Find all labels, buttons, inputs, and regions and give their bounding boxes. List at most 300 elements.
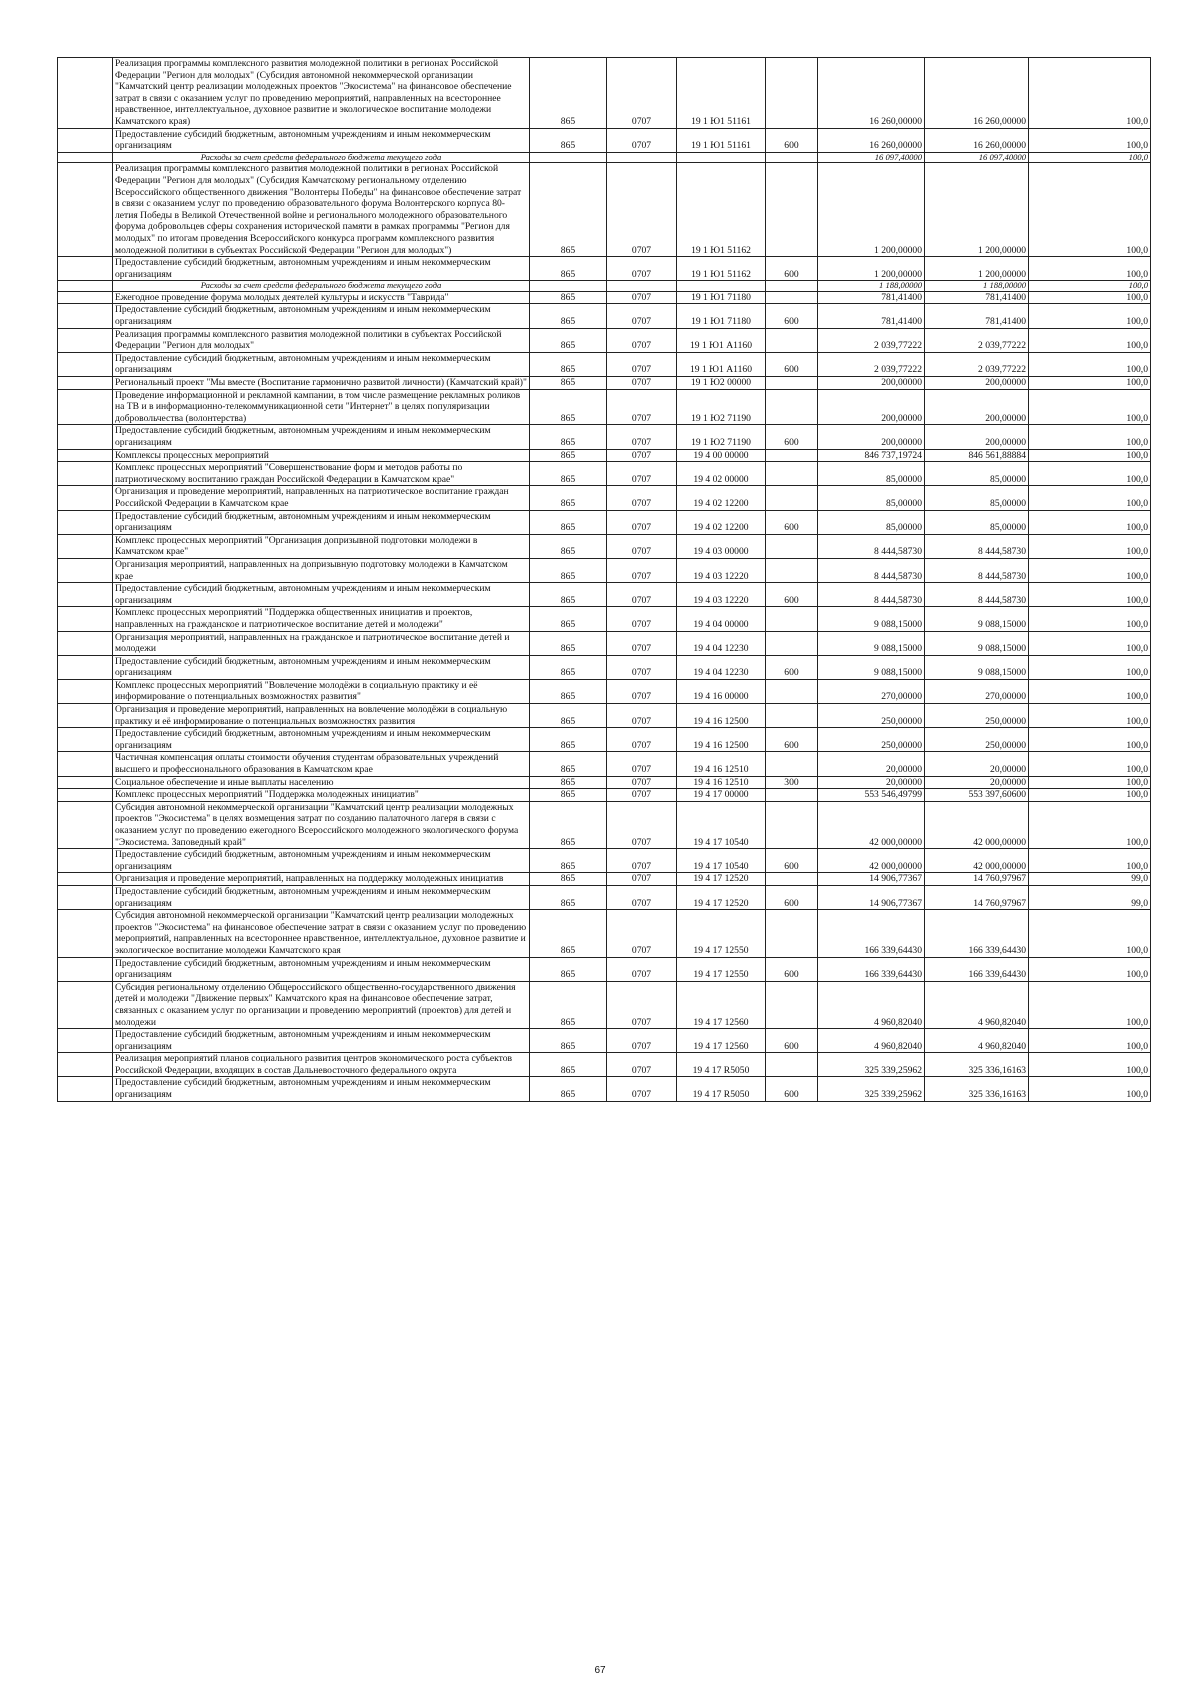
expense-name-cell: Предоставление субсидий бюджетным, автономным учреждениям и иным некоммерческим организациям [113,885,530,909]
expense-name-cell: Ежегодное проведение форума молодых деятелей культуры и искусств "Таврида" [113,291,530,304]
expense-type-cell: 600 [766,655,818,679]
ministry-code-cell: 865 [530,1053,607,1077]
expense-name-cell: Комплексы процессных мероприятий [113,449,530,462]
row-number-cell [58,377,113,390]
actual-amount-cell: 20,00000 [925,776,1029,789]
table-row [58,377,1151,390]
section-code-cell: 0707 [607,486,677,510]
planned-amount-cell: 2 039,77222 [818,328,925,352]
page-number: 67 [594,1665,606,1676]
section-code-cell: 0707 [607,885,677,909]
target-article-cell: 19 1 Ю1 51162 [677,257,766,281]
row-number-cell [58,449,113,462]
actual-amount-cell: 85,00000 [925,462,1029,486]
planned-amount-cell: 250,00000 [818,728,925,752]
section-code-cell: 0707 [607,377,677,390]
row-number-cell [58,304,113,328]
actual-amount-cell: 1 188,00000 [925,281,1029,292]
target-article-cell: 19 4 04 12230 [677,655,766,679]
execution-percent-cell: 100,0 [1029,58,1151,129]
expense-type-cell [766,389,818,425]
section-code-cell: 0707 [607,728,677,752]
target-article-cell: 19 4 17 12520 [677,885,766,909]
actual-amount-cell: 20,00000 [925,752,1029,776]
table-row [58,776,1151,789]
table-row [58,462,1151,486]
ministry-code-cell: 865 [530,957,607,981]
row-number-cell [58,425,113,449]
actual-amount-cell: 200,00000 [925,425,1029,449]
planned-amount-cell: 42 000,00000 [818,849,925,873]
actual-amount-cell: 4 960,82040 [925,981,1029,1028]
expense-type-cell: 600 [766,1077,818,1101]
row-number-cell [58,163,113,257]
expense-type-cell [766,873,818,886]
row-number-cell [58,1053,113,1077]
section-code-cell: 0707 [607,389,677,425]
execution-percent-cell: 100,0 [1029,291,1151,304]
execution-percent-cell: 100,0 [1029,425,1151,449]
expense-type-cell [766,558,818,582]
target-article-cell: 19 1 Ю1 A1160 [677,352,766,376]
planned-amount-cell: 8 444,58730 [818,534,925,558]
table-row [58,534,1151,558]
execution-percent-cell: 100,0 [1029,304,1151,328]
expense-name-cell: Предоставление субсидий бюджетным, автономным учреждениям и иным некоммерческим организациям [113,728,530,752]
expense-type-cell: 600 [766,510,818,534]
section-code-cell: 0707 [607,1029,677,1053]
section-code-cell: 0707 [607,704,677,728]
actual-amount-cell: 270,00000 [925,679,1029,703]
row-number-cell [58,583,113,607]
actual-amount-cell: 2 039,77222 [925,328,1029,352]
row-number-cell [58,558,113,582]
table-row [58,1053,1151,1077]
expense-type-cell [766,291,818,304]
section-code-cell: 0707 [607,631,677,655]
execution-percent-cell: 100,0 [1029,486,1151,510]
execution-percent-cell: 100,0 [1029,910,1151,957]
expense-name-cell: Комплекс процессных мероприятий "Совершенствование форм и методов работы по патриотическому воспитанию граждан Российской Федерации в Камчатском крае" [113,462,530,486]
table-row [58,1029,1151,1053]
execution-percent-cell: 100,0 [1029,607,1151,631]
actual-amount-cell: 325 336,16163 [925,1053,1029,1077]
expense-name-cell: Организация мероприятий, направленных на гражданское и патриотическое воспитание детей и молодежи [113,631,530,655]
actual-amount-cell: 16 260,00000 [925,128,1029,152]
actual-amount-cell: 1 200,00000 [925,257,1029,281]
ministry-code-cell: 865 [530,607,607,631]
table-row [58,558,1151,582]
section-code-cell [607,281,677,292]
target-article-cell: 19 4 17 12550 [677,910,766,957]
actual-amount-cell: 14 760,97967 [925,885,1029,909]
row-number-cell [58,462,113,486]
expense-type-cell [766,328,818,352]
table-row [58,425,1151,449]
ministry-code-cell: 865 [530,257,607,281]
planned-amount-cell: 781,41400 [818,304,925,328]
expense-name-cell: Предоставление субсидий бюджетным, автономным учреждениям и иным некоммерческим организациям [113,425,530,449]
target-article-cell: 19 4 17 10540 [677,849,766,873]
row-number-cell [58,704,113,728]
section-code-cell: 0707 [607,425,677,449]
target-article-cell: 19 4 17 00000 [677,789,766,802]
ministry-code-cell: 865 [530,752,607,776]
execution-percent-cell: 100,0 [1029,389,1151,425]
ministry-code-cell: 865 [530,704,607,728]
expense-name-cell: Комплекс процессных мероприятий "Вовлечение молодёжи в социальную практику и её информирование о потенциальных возможностях развития" [113,679,530,703]
planned-amount-cell: 2 039,77222 [818,352,925,376]
planned-amount-cell: 553 546,49799 [818,789,925,802]
section-code-cell: 0707 [607,291,677,304]
execution-percent-cell: 100,0 [1029,462,1151,486]
row-number-cell [58,257,113,281]
planned-amount-cell: 42 000,00000 [818,801,925,848]
execution-percent-cell: 100,0 [1029,534,1151,558]
actual-amount-cell: 250,00000 [925,728,1029,752]
expense-name-cell: Организация и проведение мероприятий, направленных на патриотическое воспитание граждан Российской Федерации в Камчатском крае [113,486,530,510]
planned-amount-cell: 16 260,00000 [818,128,925,152]
row-number-cell [58,534,113,558]
planned-amount-cell: 14 906,77367 [818,885,925,909]
execution-percent-cell: 100,0 [1029,655,1151,679]
table-row [58,910,1151,957]
actual-amount-cell: 85,00000 [925,510,1029,534]
table-row [58,352,1151,376]
expense-type-cell [766,163,818,257]
planned-amount-cell: 325 339,25962 [818,1077,925,1101]
expense-name-cell: Расходы за счет средств федерального бюджета текущего года [113,281,530,292]
expense-type-cell: 600 [766,728,818,752]
section-code-cell: 0707 [607,849,677,873]
planned-amount-cell: 85,00000 [818,486,925,510]
expense-type-cell [766,58,818,129]
ministry-code-cell: 865 [530,486,607,510]
execution-percent-cell: 100,0 [1029,328,1151,352]
actual-amount-cell: 200,00000 [925,377,1029,390]
expense-name-cell: Частичная компенсация оплаты стоимости обучения студентам образовательных учреждений высшего и профессионального образования в Камчатском крае [113,752,530,776]
expense-type-cell [766,679,818,703]
row-number-cell [58,1029,113,1053]
execution-percent-cell: 100,0 [1029,849,1151,873]
target-article-cell: 19 4 17 R5050 [677,1077,766,1101]
target-article-cell: 19 4 02 12200 [677,510,766,534]
table-row [58,1077,1151,1101]
target-article-cell: 19 1 Ю1 71180 [677,304,766,328]
ministry-code-cell: 865 [530,462,607,486]
actual-amount-cell: 9 088,15000 [925,607,1029,631]
target-article-cell: 19 1 Ю1 51161 [677,128,766,152]
row-number-cell [58,910,113,957]
actual-amount-cell: 781,41400 [925,291,1029,304]
expense-type-cell [766,704,818,728]
expense-name-cell: Реализация мероприятий планов социального развития центров экономического роста субъектов Российской Федерации, входящих в состав Дальневосточного федерального округа [113,1053,530,1077]
expense-type-cell [766,752,818,776]
table-row [58,257,1151,281]
expense-name-cell: Предоставление субсидий бюджетным, автономным учреждениям и иным некоммерческим организациям [113,304,530,328]
target-article-cell: 19 1 Ю2 00000 [677,377,766,390]
row-number-cell [58,510,113,534]
execution-percent-cell: 100,0 [1029,163,1151,257]
table-row [58,510,1151,534]
execution-percent-cell: 100,0 [1029,704,1151,728]
row-number-cell [58,957,113,981]
federal-budget-subrow [58,281,1151,292]
section-code-cell: 0707 [607,776,677,789]
target-article-cell: 19 4 04 00000 [677,607,766,631]
execution-percent-cell: 100,0 [1029,776,1151,789]
expense-type-cell [766,1053,818,1077]
table-row [58,58,1151,129]
ministry-code-cell: 865 [530,389,607,425]
target-article-cell: 19 4 16 12510 [677,776,766,789]
table-row [58,163,1151,257]
expense-type-cell: 600 [766,849,818,873]
execution-percent-cell: 100,0 [1029,1029,1151,1053]
table-row [58,885,1151,909]
ministry-code-cell: 865 [530,291,607,304]
target-article-cell: 19 4 17 12520 [677,873,766,886]
expense-type-cell [766,631,818,655]
execution-percent-cell: 100,0 [1029,981,1151,1028]
expense-name-cell: Субсидия автономной некоммерческой организации "Камчатский центр реализации молодежных проектов "Экосистема" в целях возмещения затрат по созданию палаточного лагеря в связи с оказанием услуг по проведению ежегодного Всероссийского молодежного экологического форума "Экосистема. Заповедный край" [113,801,530,848]
target-article-cell: 19 1 Ю1 51161 [677,58,766,129]
ministry-code-cell: 865 [530,425,607,449]
expense-type-cell: 300 [766,776,818,789]
row-number-cell [58,58,113,129]
expense-name-cell: Социальное обеспечение и иные выплаты населению [113,776,530,789]
row-number-cell [58,152,113,163]
ministry-code-cell: 865 [530,849,607,873]
row-number-cell [58,328,113,352]
expense-type-cell [766,449,818,462]
actual-amount-cell: 166 339,64430 [925,957,1029,981]
row-number-cell [58,607,113,631]
section-code-cell: 0707 [607,449,677,462]
section-code-cell: 0707 [607,583,677,607]
target-article-cell: 19 4 16 12510 [677,752,766,776]
ministry-code-cell: 865 [530,679,607,703]
actual-amount-cell: 2 039,77222 [925,352,1029,376]
section-code-cell: 0707 [607,462,677,486]
ministry-code-cell: 865 [530,873,607,886]
target-article-cell: 19 4 16 12500 [677,704,766,728]
ministry-code-cell: 865 [530,776,607,789]
expense-name-cell: Комплекс процессных мероприятий "Поддержка общественных инициатив и проектов, направленных на гражданское и патриотическое воспитание детей и молодежи" [113,607,530,631]
expense-type-cell [766,981,818,1028]
section-code-cell: 0707 [607,163,677,257]
row-number-cell [58,1077,113,1101]
table-row [58,957,1151,981]
target-article-cell: 19 4 17 10540 [677,801,766,848]
planned-amount-cell: 16 097,40000 [818,152,925,163]
planned-amount-cell: 14 906,77367 [818,873,925,886]
planned-amount-cell: 200,00000 [818,425,925,449]
table-row [58,583,1151,607]
section-code-cell: 0707 [607,352,677,376]
planned-amount-cell: 781,41400 [818,291,925,304]
expense-name-cell: Реализация программы комплексного развития молодежной политики в субъектах Российской Федерации "Регион для молодых" [113,328,530,352]
section-code-cell: 0707 [607,957,677,981]
table-row [58,873,1151,886]
table-row [58,449,1151,462]
ministry-code-cell: 865 [530,304,607,328]
target-article-cell: 19 4 17 12560 [677,1029,766,1053]
execution-percent-cell: 100,0 [1029,558,1151,582]
expense-type-cell [766,534,818,558]
planned-amount-cell: 85,00000 [818,462,925,486]
table-row [58,752,1151,776]
planned-amount-cell: 9 088,15000 [818,655,925,679]
expense-name-cell: Предоставление субсидий бюджетным, автономным учреждениям и иным некоммерческим организациям [113,957,530,981]
actual-amount-cell: 8 444,58730 [925,534,1029,558]
expense-type-cell: 600 [766,1029,818,1053]
ministry-code-cell: 865 [530,534,607,558]
actual-amount-cell: 9 088,15000 [925,655,1029,679]
expense-type-cell: 600 [766,128,818,152]
row-number-cell [58,789,113,802]
execution-percent-cell: 100,0 [1029,1077,1151,1101]
ministry-code-cell: 865 [530,58,607,129]
target-article-cell: 19 4 17 R5050 [677,1053,766,1077]
target-article-cell: 19 1 Ю2 71190 [677,425,766,449]
ministry-code-cell: 865 [530,449,607,462]
budget-table-body [58,58,1151,1102]
section-code-cell: 0707 [607,328,677,352]
row-number-cell [58,389,113,425]
expense-name-cell: Предоставление субсидий бюджетным, автономным учреждениям и иным некоммерческим организациям [113,655,530,679]
ministry-code-cell: 865 [530,631,607,655]
execution-percent-cell: 100,0 [1029,510,1151,534]
row-number-cell [58,873,113,886]
planned-amount-cell: 20,00000 [818,752,925,776]
expense-name-cell: Реализация программы комплексного развития молодежной политики в регионах Российской Федерации "Регион для молодых" (Субсидия Камчатскому региональному отделению Всероссийского общественного движения "Волонтеры Победы" на финансовое обеспечение затрат в связи с оказанием услуг по проведению образовательного форума Волонтерского корпуса 80-летия Победы в Великой Отечественной войне и регионального молодежного образовательного форума добровольцев сферы сохранения исторической памяти в рамках программы "Регион для молодых" по итогам проведения Всероссийского конкурса программ комплексного развития молодежной политики в субъектах Российской Федерации "Регион для молодых") [113,163,530,257]
table-row [58,128,1151,152]
target-article-cell: 19 4 17 12560 [677,981,766,1028]
row-number-cell [58,486,113,510]
target-article-cell: 19 4 16 12500 [677,728,766,752]
actual-amount-cell: 8 444,58730 [925,558,1029,582]
execution-percent-cell: 100,0 [1029,631,1151,655]
ministry-code-cell: 865 [530,583,607,607]
table-row [58,328,1151,352]
row-number-cell [58,352,113,376]
expense-type-cell [766,486,818,510]
section-code-cell: 0707 [607,801,677,848]
table-row [58,704,1151,728]
row-number-cell [58,128,113,152]
expense-type-cell: 600 [766,257,818,281]
expense-name-cell: Комплекс процессных мероприятий "Организация допризывной подготовки молодежи в Камчатском крае" [113,534,530,558]
expense-type-cell [766,607,818,631]
expense-name-cell: Предоставление субсидий бюджетным, автономным учреждениям и иным некоммерческим организациям [113,352,530,376]
ministry-code-cell: 865 [530,1029,607,1053]
table-row [58,291,1151,304]
expense-name-cell: Предоставление субсидий бюджетным, автономным учреждениям и иным некоммерческим организациям [113,849,530,873]
expense-name-cell: Предоставление субсидий бюджетным, автономным учреждениям и иным некоммерческим организациям [113,510,530,534]
execution-percent-cell: 100,0 [1029,449,1151,462]
table-row [58,728,1151,752]
section-code-cell: 0707 [607,1053,677,1077]
planned-amount-cell: 1 200,00000 [818,163,925,257]
ministry-code-cell: 865 [530,910,607,957]
section-code-cell: 0707 [607,58,677,129]
planned-amount-cell: 166 339,64430 [818,957,925,981]
execution-percent-cell: 100,0 [1029,679,1151,703]
actual-amount-cell: 9 088,15000 [925,631,1029,655]
table-row [58,789,1151,802]
planned-amount-cell: 8 444,58730 [818,558,925,582]
target-article-cell: 19 4 02 12200 [677,486,766,510]
section-code-cell: 0707 [607,655,677,679]
table-row [58,631,1151,655]
execution-percent-cell: 100,0 [1029,801,1151,848]
section-code-cell: 0707 [607,1077,677,1101]
execution-percent-cell: 100,0 [1029,152,1151,163]
table-row [58,679,1151,703]
target-article-cell: 19 4 03 12220 [677,558,766,582]
expense-name-cell: Субсидия автономной некоммерческой организации "Камчатский центр реализации молодежных проектов "Экосистема" на финансовое обеспечение затрат в связи с оказанием услуг по проведению мероприятий, направленных на всестороннее нравственное, интеллектуальное, духовное развитие и экологическое воспитание молодежи Камчатского края [113,910,530,957]
row-number-cell [58,981,113,1028]
ministry-code-cell: 865 [530,655,607,679]
expense-name-cell: Проведение информационной и рекламной кампании, в том числе размещение рекламных роликов на ТВ и в информационно-телекоммуникационной сети "Интернет" в целях популяризации добровольчества (волонтерства) [113,389,530,425]
section-code-cell [607,152,677,163]
planned-amount-cell: 8 444,58730 [818,583,925,607]
target-article-cell: 19 4 04 12230 [677,631,766,655]
ministry-code-cell: 865 [530,885,607,909]
ministry-code-cell: 865 [530,981,607,1028]
table-row [58,849,1151,873]
expense-name-cell: Региональный проект "Мы вместе (Воспитание гармонично развитой личности) (Камчатский край)" [113,377,530,390]
expense-type-cell [766,910,818,957]
expense-name-cell: Субсидия региональному отделению Общероссийского общественно-государственного движения детей и молодежи "Движение первых" Камчатского края на финансовое обеспечение затрат, связанных с оказанием услуг по организации и проведению мероприятий (проектов) для детей и молодежи [113,981,530,1028]
section-code-cell: 0707 [607,128,677,152]
expense-name-cell: Предоставление субсидий бюджетным, автономным учреждениям и иным некоммерческим организациям [113,128,530,152]
expense-name-cell: Организация мероприятий, направленных на допризывную подготовку молодежи в Камчатском крае [113,558,530,582]
table-row [58,655,1151,679]
expense-type-cell: 600 [766,425,818,449]
execution-percent-cell: 100,0 [1029,352,1151,376]
expense-type-cell: 600 [766,352,818,376]
expense-type-cell [766,801,818,848]
row-number-cell [58,631,113,655]
row-number-cell [58,801,113,848]
target-article-cell: 19 4 03 12220 [677,583,766,607]
section-code-cell: 0707 [607,679,677,703]
target-article-cell [677,281,766,292]
table-row [58,801,1151,848]
ministry-code-cell: 865 [530,1077,607,1101]
actual-amount-cell: 250,00000 [925,704,1029,728]
expense-name-cell: Предоставление субсидий бюджетным, автономным учреждениям и иным некоммерческим организациям [113,1077,530,1101]
planned-amount-cell: 9 088,15000 [818,631,925,655]
section-code-cell: 0707 [607,910,677,957]
section-code-cell: 0707 [607,873,677,886]
ministry-code-cell: 865 [530,801,607,848]
planned-amount-cell: 20,00000 [818,776,925,789]
section-code-cell: 0707 [607,257,677,281]
expense-type-cell [766,281,818,292]
actual-amount-cell: 166 339,64430 [925,910,1029,957]
table-row [58,389,1151,425]
planned-amount-cell: 9 088,15000 [818,607,925,631]
planned-amount-cell: 846 737,19724 [818,449,925,462]
ministry-code-cell: 865 [530,352,607,376]
row-number-cell [58,679,113,703]
execution-percent-cell: 100,0 [1029,257,1151,281]
planned-amount-cell: 85,00000 [818,510,925,534]
execution-percent-cell: 99,0 [1029,885,1151,909]
